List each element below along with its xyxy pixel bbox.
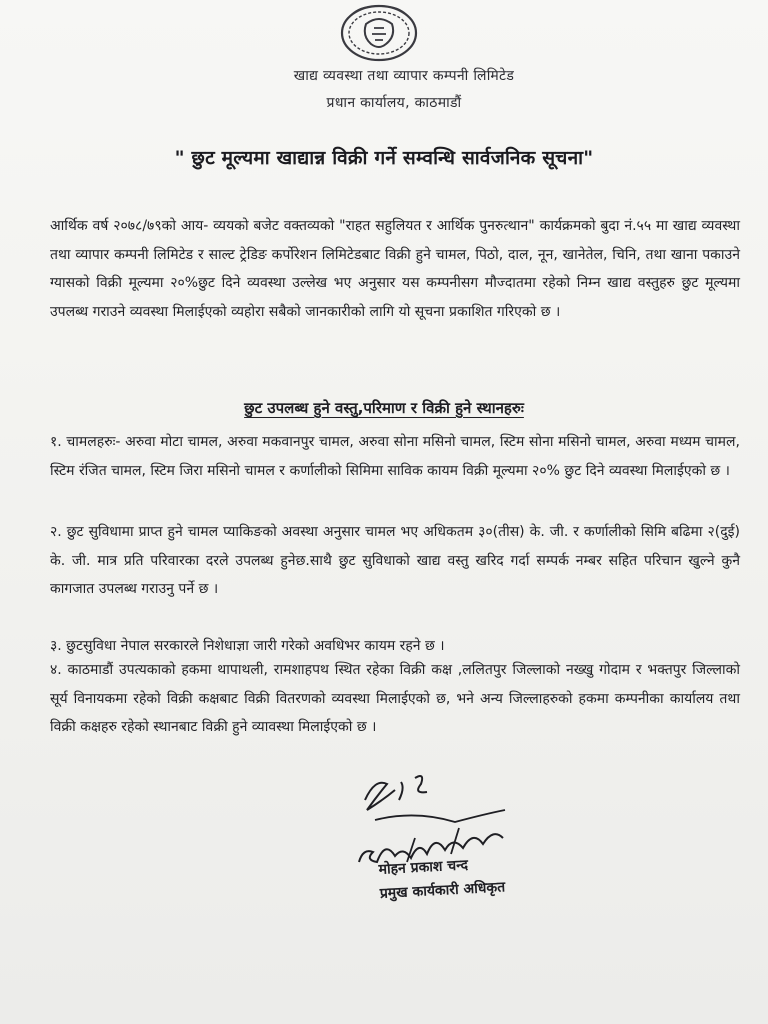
notice-title: " छुट मूल्यमा खाद्यान्न विक्री गर्ने सम्वन्धि सार्वजनिक सूचना" — [174, 147, 594, 169]
signatory-block — [378, 846, 600, 905]
signatory-designation: प्रमुख कार्यकारी अधिकृत — [379, 879, 506, 902]
company-seal-logo — [338, 2, 420, 64]
list-item-2: २. छुट सुविधामा प्राप्त हुने चामल प्याकिङको अवस्था अनुसार चामल भए अधिकतम ३०(तीस) के. जी. र कर्णालीको सिमि बढिमा २(दुई) के. जी. मात्र प्रति परिवारका दरले उपलब्ध हुनेछ.साथै छुट सुविधाको खाद्य वस्तु खरिद गर्दा सम्पर्क नम्बर सहित परिचान खुल्ने कुनै कागजात उपलब्ध गराउनु पर्ने छ । — [50, 524, 740, 597]
letterhead-office: प्रधान कार्यालय, काठमाडौं — [326, 95, 462, 111]
list-item-3: ३. छुटसुविधा नेपाल सरकारले निशेधाज्ञा जारी गरेको अवधिभर कायम रहने छ । — [50, 638, 445, 654]
signatory-name: मोहन प्रकाश चन्द — [378, 857, 469, 878]
letterhead-company-name: खाद्य व्यवस्था तथा व्यापार कम्पनी लिमिटेड — [293, 68, 515, 84]
section-subheading — [0, 398, 768, 418]
subheading-text: छुट उपलब्ध हुने वस्तु,परिमाण र विक्री हुने स्थानहरुः — [244, 399, 524, 417]
list-item-1: १. चामलहरुः- अरुवा मोटा चामल, अरुवा मकवानपुर चामल, अरुवा सोना मसिनो चामल, स्टिम सोना मसिनो चामल, अरुवा मध्यम चामल, स्टिम रंजित चामल, स्टिम जिरा मसिनो चामल र कर्णालीको सिमिमा साविक कायम विक्री मूल्यमा २०% छुट दिने व्यवस्था मिलाईएको छ । — [50, 434, 740, 479]
intro-paragraph: आर्थिक वर्ष २०७८/७९को आय- व्ययको बजेट वक्तव्यको "राहत सहुलियत र आर्थिक पुनरुत्थान" कार्यक्रमको बुदा नं.५५ मा खाद्य व्यवस्था तथा व्यापार कम्पनी लिमिटेड र साल्ट ट्रेडिङ कर्पोरेशन लिमिटेडबाट विक्री हुने चामल, पिठो, दाल, नून, खानेतेल, चिनि, तथा खाना पकाउने ग्यासको विक्री मूल्यमा २०%छुट दिने व्यवस्था उल्लेख भए अनुसार यस कम्पनीसग मौज्दातमा रहेको निम्न खाद्य वस्तुहरु छुट मूल्यमा उपलब्ध गराउने व्यवस्था मिलाईएको व्यहोरा सबैको जानकारीको लागि यो सूचना प्रकाशित गरिएको छ । — [50, 218, 740, 320]
list-item-4: ४. काठमाडौं उपत्यकाको हकमा थापाथली, रामशाहपथ स्थित रहेका विक्री कक्ष ,ललितपुर जिल्लाको नख्खु गोदाम र भक्तपुर जिल्लाको सूर्य विनायकमा रहेको विक्री कक्षबाट विक्री वितरणको व्यवस्था मिलाईएको छ, भने अन्य जिल्लाहरुको हकमा कम्पनीका कार्यालय तथा विक्री कक्षहरु रहेको स्थानबाट विक्री हुने व्यावस्था मिलाईएको छ । — [50, 662, 740, 735]
